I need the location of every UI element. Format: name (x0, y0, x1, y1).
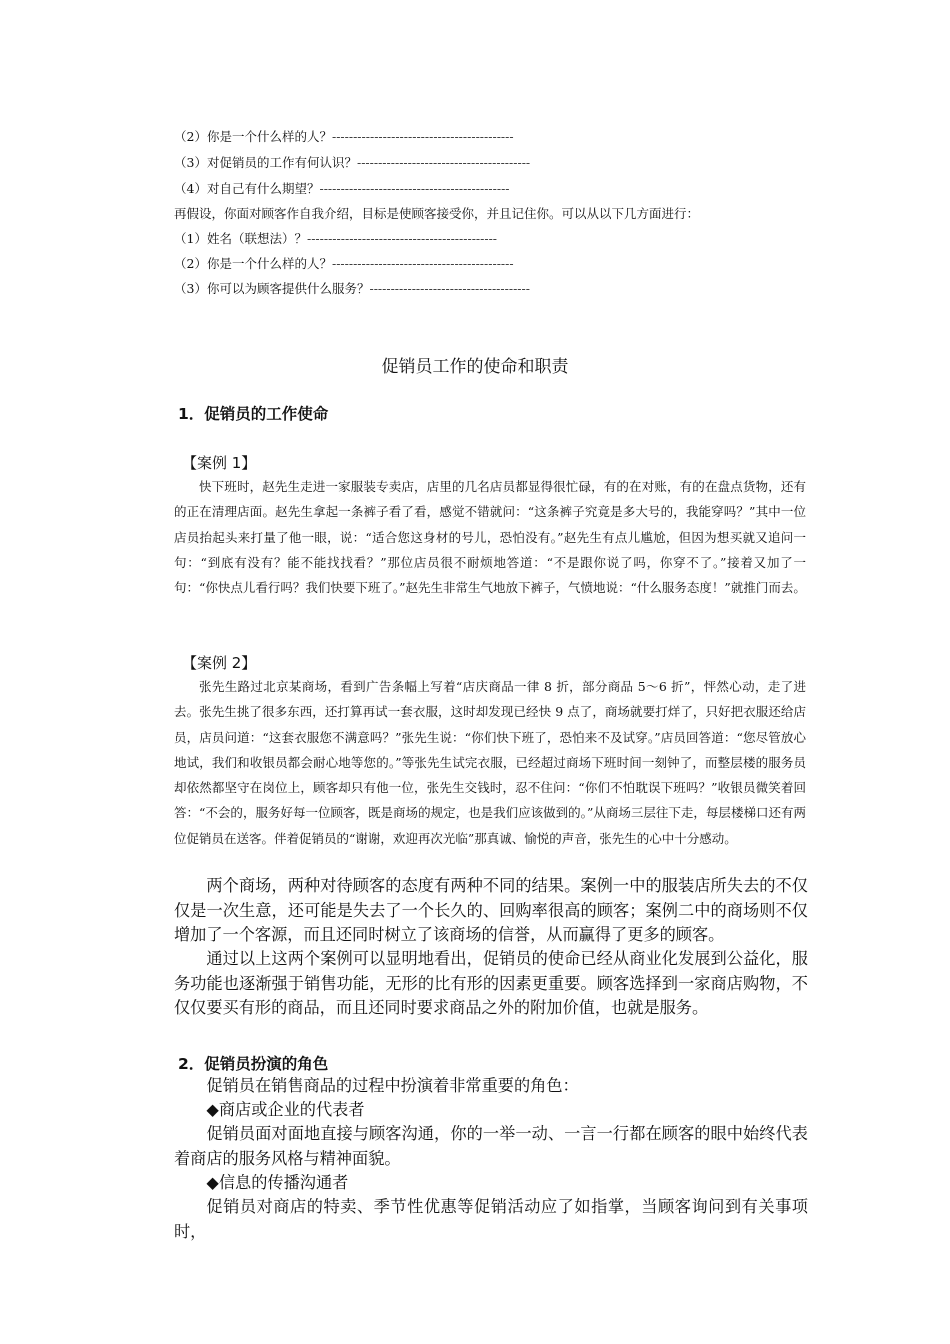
paragraph-1: 两个商场，两种对待顾客的态度有两种不同的结果。案例一中的服装店所失去的不仅仅是一次生意，还可能是失去了一个长久的、回购率很高的顾客；案例二中的商场则不仅增加了一个客源，而且还同时树立了该商场的信誉，从而赢得了更多的顾客。 (174, 876, 808, 944)
section-title: 促销员工作的使命和职责 (381, 357, 569, 377)
case2-label: 【案例 2】 (182, 654, 257, 672)
paragraph-2: 通过以上这两个案例可以显明地看出，促销员的使命已经从商业化发展到公益化，服务功能也逐渐强于销售功能，无形的比有形的因素更重要。顾客选择到一家商店购物，不仅仅要买有形的商品，而且还同时要求商品之外的附加价值，也就是服务。 (174, 949, 808, 1017)
role-intro: 促销员在销售商品的过程中扮演着非常重要的角色： (206, 1076, 579, 1095)
question-line: （2）你是一个什么样的人？------------------------------------------- (174, 256, 514, 271)
role2-text: 促销员对商店的特卖、季节性优惠等促销活动应了如指掌，当顾客询问到有关事项时， (174, 1197, 808, 1241)
role1-text: 促销员面对面地直接与顾客沟通，你的一举一动、一言一行都在顾客的眼中始终代表着商店的服务风格与精神面貌。 (174, 1124, 808, 1168)
question-line: （3）你可以为顾客提供什么服务？-------------------------------------- (174, 281, 530, 296)
case1-label: 【案例 1】 (182, 454, 257, 472)
role1-title: ◆商店或企业的代表者 (206, 1100, 365, 1119)
case2-text: 张先生路过北京某商场，看到广告条幅上写着“店庆商品一律 8 折，部分商品 5～6 折”，怦然心动，走了进去。张先生挑了很多东西，还打算再试一套衣服，这时却发现已经快 9 点了，商场就要打烊了，只好把衣服还给店员，店员问道：“这套衣服您不满意吗？”张先生说：“你们快下班了，恐怕来不及试穿。”店员回答道：“您尽管放心地试，我们和收银员都会耐心地等您的。”等张先生试完衣服，已经超过商场下班时间一刻钟了，而整层楼的服务员却依然都坚守在岗位上，顾客却只有他一位，张先生交钱时，忍不住问：“你们不怕耽误下班吗？”收银员微笑着回答：“不会的，服务好每一位顾客，既是商场的规定，也是我们应该做到的。”从商场三层往下走，每层楼梯口还有两位促销员在送客。伴着促销员的“谢谢，欢迎再次光临”那真诚、愉悦的声音，张先生的心中十分感动。 (174, 679, 806, 846)
heading-roles: 2．促销员扮演的角色 (178, 1055, 329, 1073)
case1-text: 快下班时，赵先生走进一家服装专卖店，店里的几名店员都显得很忙碌，有的在对账，有的在盘点货物，还有的正在清理店面。赵先生拿起一条裤子看了看，感觉不错就问：“这条裤子究竟是多大号的，我能穿吗？”其中一位店员抬起头来打量了他一眼，说：“适合您这身材的号儿，恐怕没有。”赵先生有点儿尴尬，但因为想买就又追问一句：“到底有没有？能不能找找看？”那位店员很不耐烦地答道：“不是跟你说了吗，你穿不了。”接着又加了一句：“你快点儿看行吗？我们快要下班了。”赵先生非常生气地放下裤子，气愤地说：“什么服务态度！”就推门而去。 (174, 479, 806, 596)
role2-title: ◆信息的传播沟通者 (206, 1173, 349, 1192)
intro-line: 再假设，你面对顾客作自我介绍，目标是使顾客接受你，并且记住你。可以从以下几方面进行： (174, 206, 700, 221)
question-line: （2）你是一个什么样的人？------------------------------------------- (174, 129, 514, 144)
heading-mission: 1．促销员的工作使命 (178, 405, 329, 423)
question-line: （1）姓名（联想法）？--------------------------------------------- (174, 231, 498, 246)
question-line: （4）对自己有什么期望？--------------------------------------------- (174, 181, 510, 196)
question-line: （3）对促销员的工作有何认识？----------------------------------------- (174, 155, 531, 170)
